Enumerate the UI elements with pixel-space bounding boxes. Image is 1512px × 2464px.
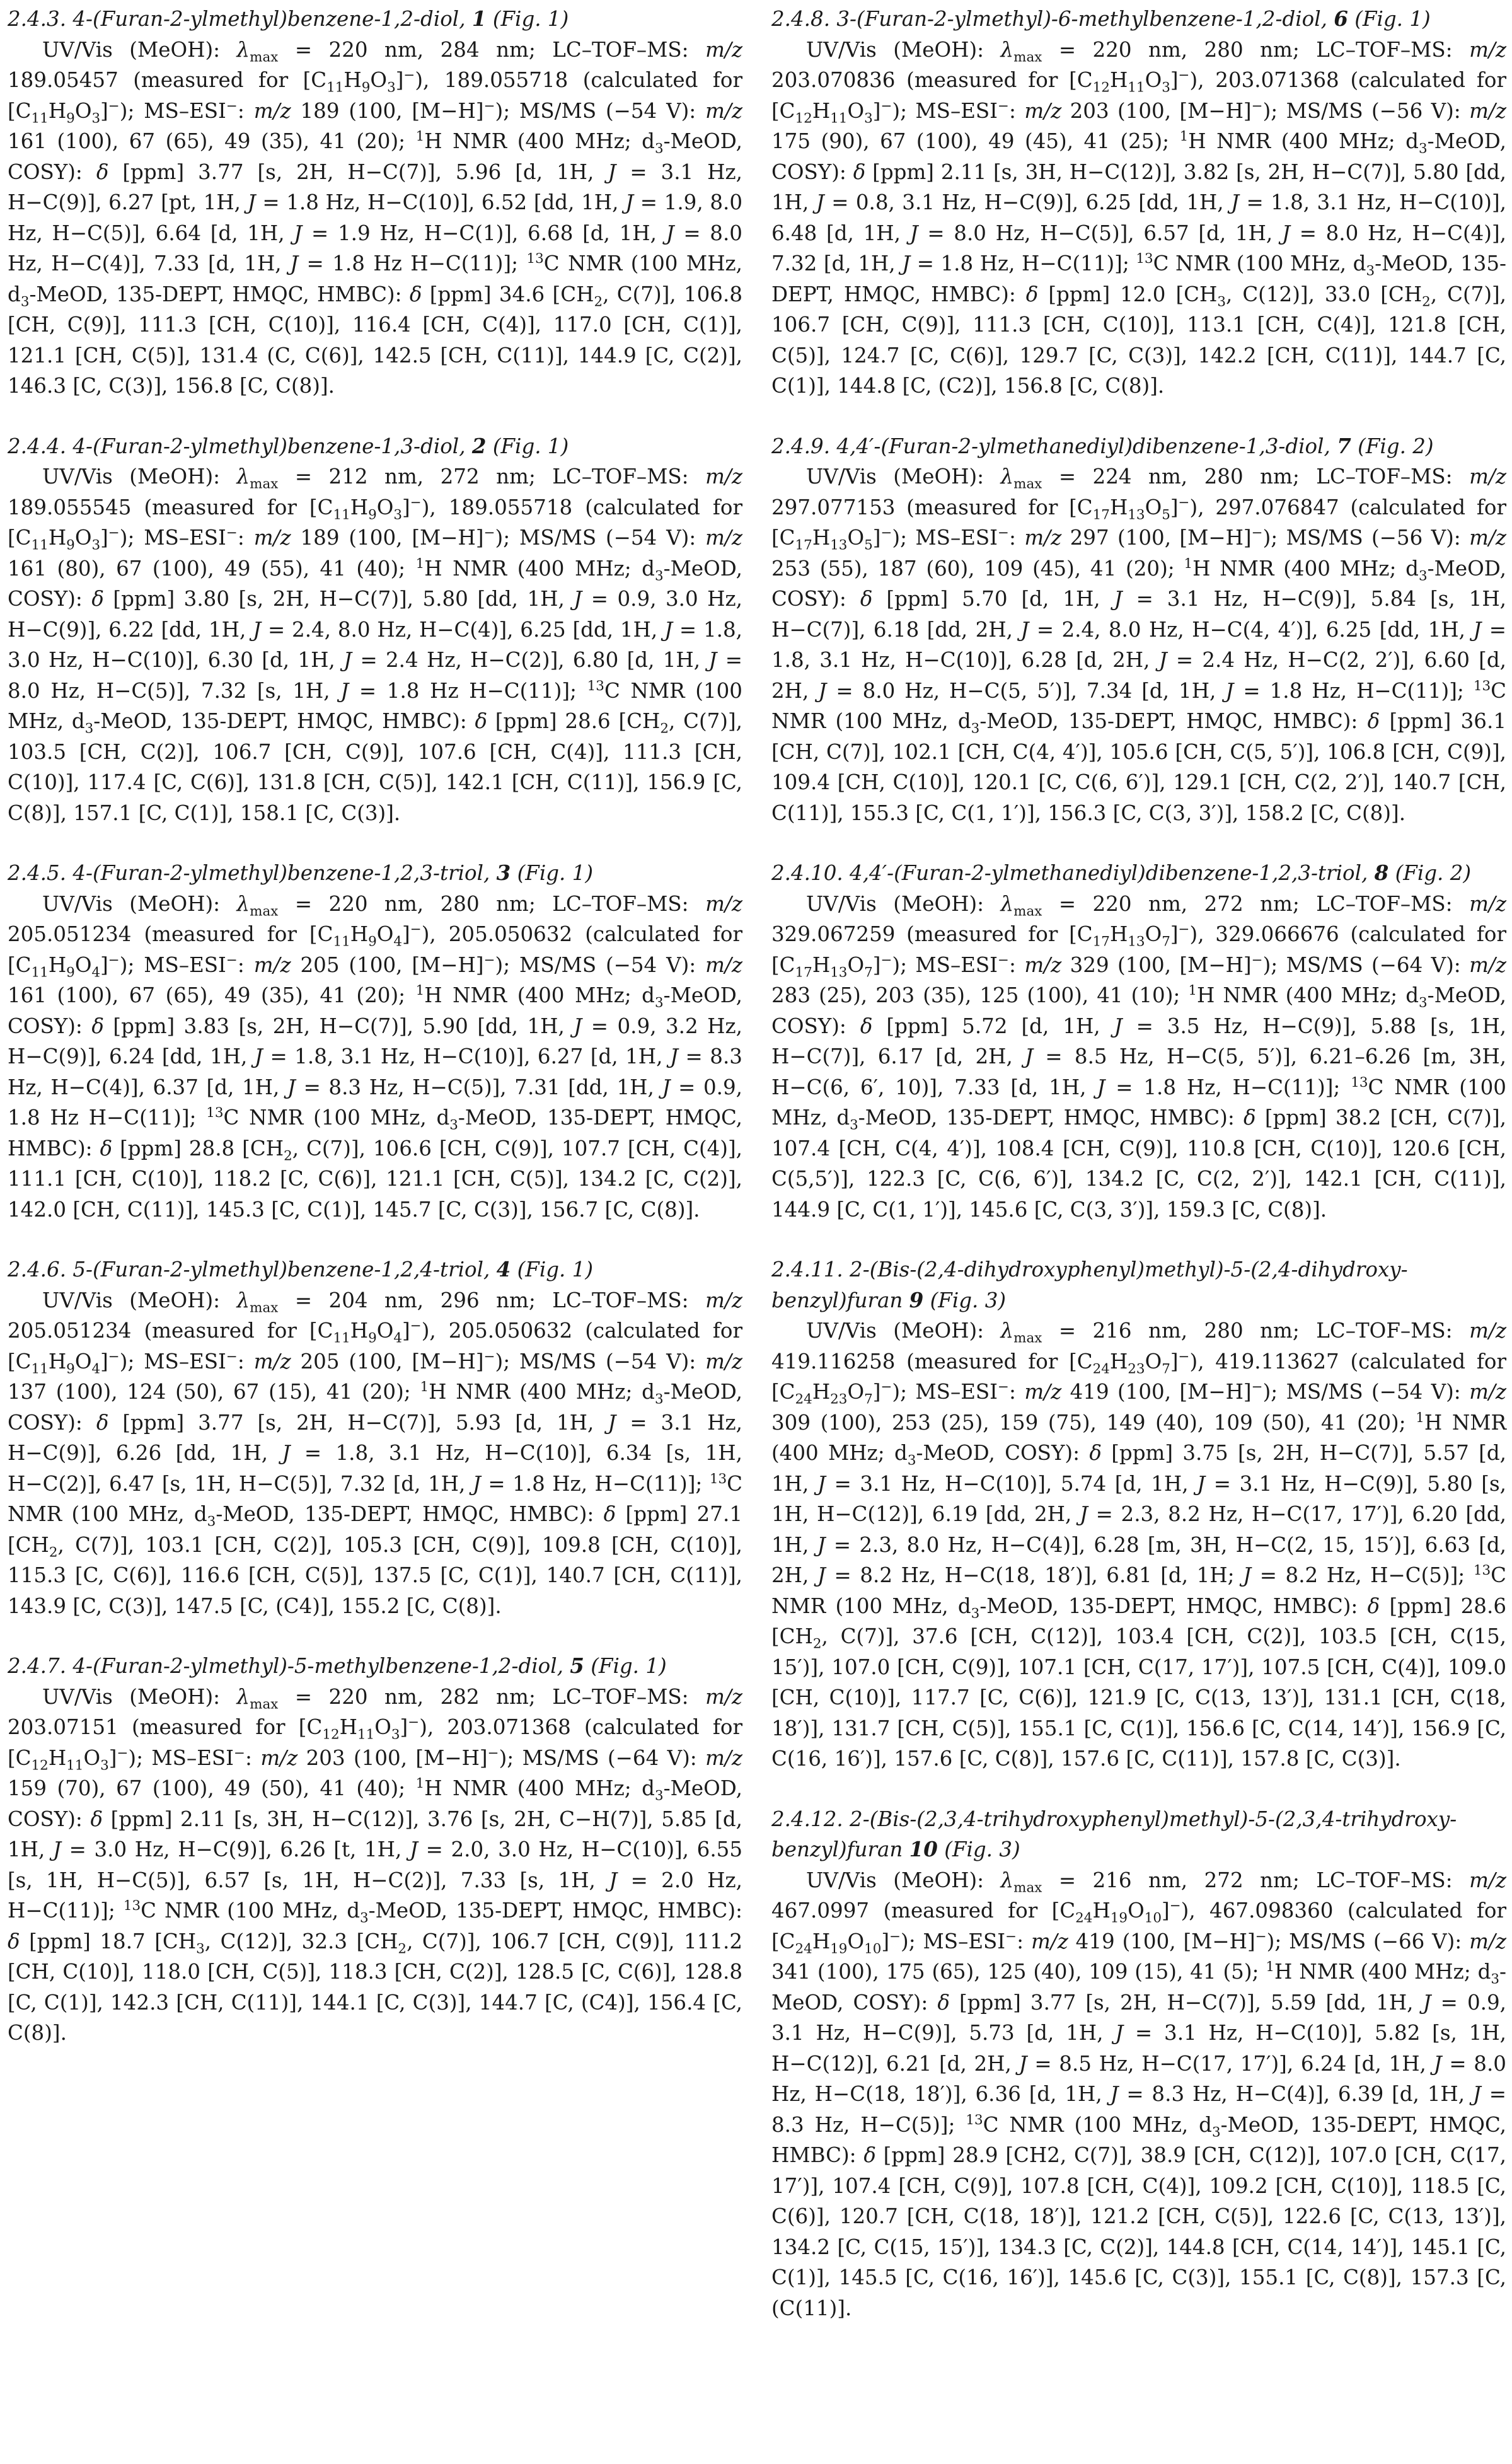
compound-entry-6 xyxy=(771,4,1506,402)
section-heading: 2.4.8. 3-(Furan-2-ylmethyl)-6-methylbenzene-1,2-diol, 6 (Fig. 1) xyxy=(771,6,1431,31)
section-heading: 2.4.12. 2-(Bis-(2,3,4-trihydroxyphenyl)methyl)-5-(2,3,4-trihydroxy-benzyl)furan 10 (Fig. 3) xyxy=(771,1807,1457,1861)
section-body: UV/Vis (MeOH): $\lambda_{max} = 212$ nm, 272 nm; LC–TOF–MS: m/z 189.055545 (measured for $[C_{11}H_9O_3]^-$), 189.055718 (calculated for $[C_{11}H_9O_3]^-$); MS–ESI−: m/z 189 (100, [M−H]−); MS/MS (−54 V): m/z 161 (80), 67 (100), 49 (55), 41 (40); $^1$H NMR (400 MHz; $d_3$-MeOD, COSY): δ [ppm] 3.80 [s, 2H, H−C(7)], 5.80 [dd, 1H, J = 0.9, 3.0 Hz, H−C(9)], 6.22 [dd, 1H, J = 2.4, 8.0 Hz, H−C(4)], 6.25 [dd, 1H, J = 1.8, 3.0 Hz, H−C(10)], 6.30 [d, 1H, J = 2.4 Hz, H−C(2)], 6.80 [d, 1H, J = 8.0 Hz, H−C(5)], 7.32 [s, 1H, J = 1.8 Hz H−C(11)]; $^{13}$C NMR (100 MHz, $d_3$-MeOD, 135-DEPT, HMQC, HMBC): δ [ppm] 28.6 [$CH_2$, C(7)], 103.5 [CH, C(2)], 106.7 [CH, C(9)], 107.6 [CH, C(4)], 111.3 [CH, C(10)], 117.4 [C, C(6)], 131.8 [CH, C(5)], 142.1 [CH, C(11)], 156.9 [C, C(8)], 157.1 [C, C(1)], 158.1 [C, C(3)]. xyxy=(8,465,743,825)
compound-entry-8 xyxy=(771,858,1506,1225)
compound-entry-5 xyxy=(8,1651,742,2049)
section-heading: 2.4.4. 4-(Furan-2-ylmethyl)benzene-1,3-diol, 2 (Fig. 1) xyxy=(8,433,569,458)
compound-entry-3 xyxy=(8,858,742,1225)
section-heading: 2.4.6. 5-(Furan-2-ylmethyl)benzene-1,2,4-triol, 4 (Fig. 1) xyxy=(8,1257,594,1281)
compound-entry-7 xyxy=(771,431,1506,829)
right-column xyxy=(771,4,1506,2464)
section-body: UV/Vis (MeOH): $\lambda_{max} = 224$ nm, 280 nm; LC–TOF–MS: m/z 297.077153 (measured for $[C_{17}H_{13}O_5]^-$), 297.076847 (calculated for $[C_{17}H_{13}O_5]^-$); MS–ESI−: m/z 297 (100, [M−H]−); MS/MS (−56 V): m/z 253 (55), 187 (60), 109 (45), 41 (20); $^1$H NMR (400 MHz; $d_3$-MeOD, COSY): δ [ppm] 5.70 [d, 1H, J = 3.1 Hz, H−C(9)], 5.84 [s, 1H, H−C(7)], 6.18 [dd, 2H, J = 2.4, 8.0 Hz, H−C(4, 4′)], 6.25 [dd, 1H, J = 1.8, 3.1 Hz, H−C(10)], 6.28 [d, 2H, J = 2.4 Hz, H−C(2, 2′)], 6.60 [d, 2H, J = 8.0 Hz, H−C(5, 5′)], 7.34 [d, 1H, J = 1.8 Hz, H−C(11)]; $^{13}$C NMR (100 MHz, $d_3$-MeOD, 135-DEPT, HMQC, HMBC): δ [ppm] 36.1 [CH, C(7)], 102.1 [CH, C(4, 4′)], 105.6 [CH, C(5, 5′)], 106.8 [CH, C(9)], 109.4 [CH, C(10)], 120.1 [C, C(6, 6′)], 129.1 [CH, C(2, 2′)], 140.7 [CH, C(11)], 155.3 [C, C(1, 1′)], 156.3 [C, C(3, 3′)], 158.2 [C, C(8)]. xyxy=(771,465,1507,825)
section-heading: 2.4.7. 4-(Furan-2-ylmethyl)-5-methylbenzene-1,2-diol, 5 (Fig. 1) xyxy=(8,1653,667,1678)
compound-entry-4 xyxy=(8,1254,742,1621)
section-heading: 2.4.10. 4,4′-(Furan-2-ylmethanediyl)dibenzene-1,2,3-triol, 8 (Fig. 2) xyxy=(771,860,1472,885)
section-heading: 2.4.5. 4-(Furan-2-ylmethyl)benzene-1,2,3-triol, 3 (Fig. 1) xyxy=(8,860,594,885)
section-body: UV/Vis (MeOH): $\lambda_{max} = 216$ nm, 280 nm; LC–TOF–MS: m/z 419.116258 (measured for $[C_{24}H_{23}O_7]^-$), 419.113627 (calculated for $[C_{24}H_{23}O_7]^-$); MS–ESI−: m/z 419 (100, [M−H]−); MS/MS (−54 V): m/z 309 (100), 253 (25), 159 (75), 149 (40), 109 (50), 41 (20); $^1$H NMR (400 MHz; $d_3$-MeOD, COSY): δ [ppm] 3.75 [s, 2H, H−C(7)], 5.57 [d, 1H, J = 3.1 Hz, H−C(10)], 5.74 [d, 1H, J = 3.1 Hz, H−C(9)], 5.80 [s, 1H, H−C(12)], 6.19 [dd, 2H, J = 2.3, 8.2 Hz, H−C(17, 17′)], 6.20 [dd, 1H, J = 2.3, 8.0 Hz, H−C(4)], 6.28 [m, 3H, H−C(2, 15, 15′)], 6.63 [d, 2H, J = 8.2 Hz, H−C(18, 18′)], 6.81 [d, 1H; J = 8.2 Hz, H−C(5)]; $^{13}$C NMR (100 MHz, $d_3$-MeOD, 135-DEPT, HMQC, HMBC): δ [ppm] 28.6 [$CH_2$, C(7)], 37.6 [CH, C(12)], 103.4 [CH, C(2)], 103.5 [CH, C(15, 15′)], 107.0 [CH, C(9)], 107.1 [CH, C(17, 17′)], 107.5 [CH, C(4)], 109.0 [CH, C(10)], 117.7 [C, C(6)], 121.9 [C, C(13, 13′)], 131.1 [CH, C(18, 18′)], 131.7 [CH, C(5)], 155.1 [C, C(1)], 156.6 [C, C(14, 14′)], 156.9 [C, C(16, 16′)], 157.6 [C, C(8)], 157.6 [C, C(11)], 157.8 [C, C(3)]. xyxy=(771,1319,1506,1771)
section-heading: 2.4.3. 4-(Furan-2-ylmethyl)benzene-1,2-diol, 1 (Fig. 1) xyxy=(8,6,569,31)
section-heading: 2.4.9. 4,4′-(Furan-2-ylmethanediyl)dibenzene-1,3-diol, 7 (Fig. 2) xyxy=(771,433,1434,458)
compound-entry-1 xyxy=(8,4,742,402)
section-body: UV/Vis (MeOH): $\lambda_{max} = 216$ nm, 272 nm; LC–TOF–MS: m/z 467.0997 (measured for $[C_{24}H_{19}O_{10}]^-$), 467.098360 (calculated for $[C_{24}H_{19}O_{10}]^-$); MS–ESI−: m/z 419 (100, [M−H]−); MS/MS (−66 V): m/z 341 (100), 175 (65), 125 (40), 109 (15), 41 (5); $^1$H NMR (400 MHz; $d_3$-MeOD, COSY): δ [ppm] 3.77 [s, 2H, H−C(7)], 5.59 [dd, 1H, J = 0.9, 3.1 Hz, H−C(9)], 5.73 [d, 1H, J = 3.1 Hz, H−C(10)], 5.82 [s, 1H, H−C(12)], 6.21 [d, 2H, J = 8.5 Hz, H−C(17, 17′)], 6.24 [d, 1H, J = 8.0 Hz, H−C(18, 18′)], 6.36 [d, 1H, J = 8.3 Hz, H−C(4)], 6.39 [d, 1H, J = 8.3 Hz, H−C(5)]; $^{13}$C NMR (100 MHz, $d_3$-MeOD, 135-DEPT, HMQC, HMBC): δ [ppm] 28.9 [CH2, C(7)], 38.9 [CH, C(12)], 107.0 [CH, C(17, 17′)], 107.4 [CH, C(9)], 107.8 [CH, C(4)], 109.2 [CH, C(10)], 118.5 [C, C(6)], 120.7 [CH, C(18, 18′)], 121.2 [CH, C(5)], 122.6 [C, C(13, 13′)], 134.2 [C, C(15, 15′)], 134.3 [C, C(2)], 144.8 [CH, C(14, 14′)], 145.1 [C, C(1)], 145.5 [C, C(16, 16′)], 145.6 [C, C(3)], 155.1 [C, C(8)], 157.3 [C, (C(11)]. xyxy=(771,1868,1507,2320)
compound-entry-9 xyxy=(771,1254,1506,1774)
section-body: UV/Vis (MeOH): $\lambda_{max} = 220$ nm, 284 nm; LC–TOF–MS: m/z 189.05457 (measured for $[C_{11}H_9O_3]^-$), 189.055718 (calculated for $[C_{11}H_9O_3]^-$); MS–ESI−: m/z 189 (100, [M−H]−); MS/MS (−54 V): m/z 161 (100), 67 (65), 49 (35), 41 (20); $^1$H NMR (400 MHz; $d_3$-MeOD, COSY): δ [ppm] 3.77 [s, 2H, H−C(7)], 5.96 [d, 1H, J = 3.1 Hz, H−C(9)], 6.27 [pt, 1H, J = 1.8 Hz, H−C(10)], 6.52 [dd, 1H, J = 1.9, 8.0 Hz, H−C(5)], 6.64 [d, 1H, J = 1.9 Hz, H−C(1)], 6.68 [d, 1H, J = 8.0 Hz, H−C(4)], 7.33 [d, 1H, J = 1.8 Hz H−C(11)]; $^{13}$C NMR (100 MHz, $d_3$-MeOD, 135-DEPT, HMQC, HMBC): δ [ppm] 34.6 [$CH_2$, C(7)], 106.8 [CH, C(9)], 111.3 [CH, C(10)], 116.4 [CH, C(4)], 117.0 [CH, C(1)], 121.1 [CH, C(5)], 131.4 (C, C(6)], 142.5 [CH, C(11)], 144.9 [C, C(2)], 146.3 [C, C(3)], 156.8 [C, C(8)]. xyxy=(8,37,742,398)
left-column xyxy=(8,4,742,2464)
section-body: UV/Vis (MeOH): $\lambda_{max} = 204$ nm, 296 nm; LC–TOF–MS: m/z 205.051234 (measured for $[C_{11}H_9O_4]^-$), 205.050632 (calculated for $[C_{11}H_9O_4]^-$); MS–ESI−: m/z 205 (100, [M−H]−); MS/MS (−54 V): m/z 137 (100), 124 (50), 67 (15), 41 (20); $^1$H NMR (400 MHz; $d_3$-MeOD, COSY): δ [ppm] 3.77 [s, 2H, H−C(7)], 5.93 [d, 1H, J = 3.1 Hz, H−C(9)], 6.26 [dd, 1H, J = 1.8, 3.1 Hz, H−C(10)], 6.34 [s, 1H, H−C(2)], 6.47 [s, 1H, H−C(5)], 7.32 [d, 1H, J = 1.8 Hz, H−C(11)]; $^{13}$C NMR (100 MHz, $d_3$-MeOD, 135-DEPT, HMQC, HMBC): δ [ppm] 27.1 [$CH_2$, C(7)], 103.1 [CH, C(2)], 105.3 [CH, C(9)], 109.8 [CH, C(10)], 115.3 [C, C(6)], 116.6 [CH, C(5)], 137.5 [C, C(1)], 140.7 [CH, C(11)], 143.9 [C, C(3)], 147.5 [C, (C4)], 155.2 [C, C(8)]. xyxy=(8,1288,743,1618)
compound-entry-10 xyxy=(771,1804,1506,2324)
section-body: UV/Vis (MeOH): $\lambda_{max} = 220$ nm, 272 nm; LC–TOF–MS: m/z 329.067259 (measured for $[C_{17}H_{13}O_7]^-$), 329.066676 (calculated for $[C_{17}H_{13}O_7]^-$); MS–ESI−: m/z 329 (100, [M−H]−); MS/MS (−64 V): m/z 283 (25), 203 (35), 125 (100), 41 (10); $^1$H NMR (400 MHz; $d_3$-MeOD, COSY): δ [ppm] 5.72 [d, 1H, J = 3.5 Hz, H−C(9)], 5.88 [s, 1H, H−C(7)], 6.17 [d, 2H, J = 8.5 Hz, H−C(5, 5′)], 6.21–6.26 [m, 3H, H−C(6, 6′, 10)], 7.33 [d, 1H, J = 1.8 Hz, H−C(11)]; $^{13}$C NMR (100 MHz, $d_3$-MeOD, 135-DEPT, HMQC, HMBC): δ [ppm] 38.2 [CH, C(7)], 107.4 [CH, C(4, 4′)], 108.4 [CH, C(9)], 110.8 [CH, C(10)], 120.6 [CH, C(5,5′)], 122.3 [C, C(6, 6′)], 134.2 [C, C(2, 2′)], 142.1 [CH, C(11)], 144.9 [C, C(1, 1′)], 145.6 [C, C(3, 3′)], 159.3 [C, C(8)]. xyxy=(771,891,1507,1222)
section-body: UV/Vis (MeOH): $\lambda_{max} = 220$ nm, 280 nm; LC–TOF–MS: m/z 203.070836 (measured for $[C_{12}H_{11}O_3]^-$), 203.071368 (calculated for $[C_{12}H_{11}O_3]^-$); MS–ESI−: m/z 203 (100, [M−H]−); MS/MS (−56 V): m/z 175 (90), 67 (100), 49 (45), 41 (25); $^1$H NMR (400 MHz; $d_3$-MeOD, COSY): δ [ppm] 2.11 [s, 3H, H−C(12)], 3.82 [s, 2H, H−C(7)], 5.80 [dd, 1H, J = 0.8, 3.1 Hz, H−C(9)], 6.25 [dd, 1H, J = 1.8, 3.1 Hz, H−C(10)], 6.48 [d, 1H, J = 8.0 Hz, H−C(5)], 6.57 [d, 1H, J = 8.0 Hz, H−C(4)], 7.32 [d, 1H, J = 1.8 Hz, H−C(11)]; $^{13}$C NMR (100 MHz, $d_3$-MeOD, 135-DEPT, HMQC, HMBC): δ [ppm] 12.0 [$CH_3$, C(12)], 33.0 [$CH_2$, C(7)], 106.7 [CH, C(9)], 111.3 [CH, C(10)], 113.1 [CH, C(4)], 121.8 [CH, C(5)], 124.7 [C, C(6)], 129.7 [C, C(3)], 142.2 [CH, C(11)], 144.7 [C, C(1)], 144.8 [C, (C2)], 156.8 [C, C(8)]. xyxy=(771,37,1507,398)
compound-entry-2 xyxy=(8,431,742,829)
section-body: UV/Vis (MeOH): $\lambda_{max} = 220$ nm, 280 nm; LC–TOF–MS: m/z 205.051234 (measured for $[C_{11}H_9O_4]^-$), 205.050632 (calculated for $[C_{11}H_9O_4]^-$); MS–ESI−: m/z 205 (100, [M−H]−); MS/MS (−54 V): m/z 161 (100), 67 (65), 49 (35), 41 (20); $^1$H NMR (400 MHz; $d_3$-MeOD, COSY): δ [ppm] 3.83 [s, 2H, H−C(7)], 5.90 [dd, 1H, J = 0.9, 3.2 Hz, H−C(9)], 6.24 [dd, 1H, J = 1.8, 3.1 Hz, H−C(10)], 6.27 [d, 1H, J = 8.3 Hz, H−C(4)], 6.37 [d, 1H, J = 8.3 Hz, H−C(5)], 7.31 [dd, 1H, J = 0.9, 1.8 Hz H−C(11)]; $^{13}$C NMR (100 MHz, $d_3$-MeOD, 135-DEPT, HMQC, HMBC): δ [ppm] 28.8 [$CH_2$, C(7)], 106.6 [CH, C(9)], 107.7 [CH, C(4)], 111.1 [CH, C(10)], 118.2 [C, C(6)], 121.1 [CH, C(5)], 134.2 [C, C(2)], 142.0 [CH, C(11)], 145.3 [C, C(1)], 145.7 [C, C(3)], 156.7 [C, C(8)]. xyxy=(8,891,743,1222)
section-body: UV/Vis (MeOH): $\lambda_{max} = 220$ nm, 282 nm; LC–TOF–MS: m/z 203.07151 (measured for $[C_{12}H_{11}O_3]^-$), 203.071368 (calculated for $[C_{12}H_{11}O_3]^-$); MS–ESI−: m/z 203 (100, [M−H]−); MS/MS (−64 V): m/z 159 (70), 67 (100), 49 (50), 41 (40); $^1$H NMR (400 MHz; $d_3$-MeOD, COSY): δ [ppm] 2.11 [s, 3H, H−C(12)], 3.76 [s, 2H, C−H(7)], 5.85 [d, 1H, J = 3.0 Hz, H−C(9)], 6.26 [t, 1H, J = 2.0, 3.0 Hz, H−C(10)], 6.55 [s, 1H, H−C(5)], 6.57 [s, 1H, H−C(2)], 7.33 [s, 1H, J = 2.0 Hz, H−C(11)]; $^{13}$C NMR (100 MHz, $d_3$-MeOD, 135-DEPT, HMQC, HMBC): δ [ppm] 18.7 [$CH_3$, C(12)], 32.3 [$CH_2$, C(7)], 106.7 [CH, C(9)], 111.2 [CH, C(10)], 118.0 [CH, C(5)], 118.3 [CH, C(2)], 128.5 [C, C(6)], 128.8 [C, C(1)], 142.3 [CH, C(11)], 144.1 [C, C(3)], 144.7 [C, (C4)], 156.4 [C, C(8)]. xyxy=(8,1684,743,2045)
section-heading: 2.4.11. 2-(Bis-(2,4-dihydroxyphenyl)methyl)-5-(2,4-dihydroxy-benzyl)furan 9 (Fig. 3) xyxy=(771,1258,1408,1312)
